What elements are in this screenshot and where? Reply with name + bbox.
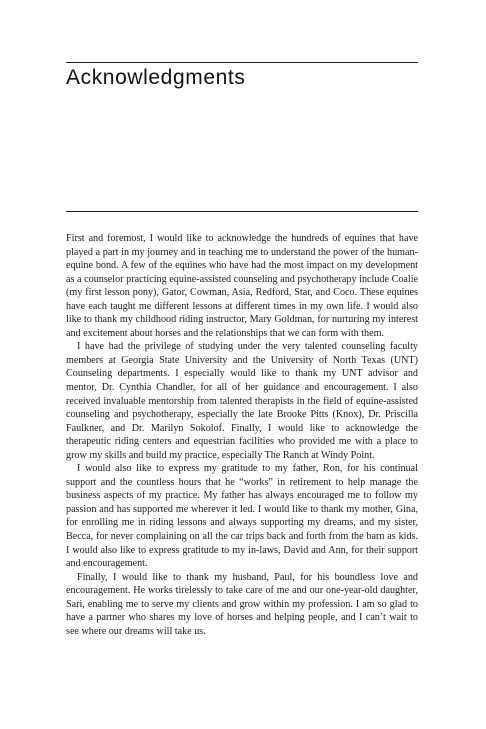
paragraph-3: I would also like to express my gratitude to my father, Ron, for his continual support and the countless hours that he “works” in retirement to help manage the business aspects of my practice. My father has always encouraged me to follow my passion and has supported me wherever it led. I would like to thank my mother, Gina, for enrolling me in riding lessons and always supporting my dreams, and my sister, Becca, for never complaining on all the car trips back and forth from the barn as kids. I would also like to express gratitude to my in-laws, David and Ann, for their support and encouragement. xyxy=(66,463,418,570)
section-rule xyxy=(66,211,418,212)
paragraph-2: I have had the privilege of studying under the very talented counseling faculty members at Georgia State University and the University of North Texas (UNT) Counseling departments. I especially would like to thank my UNT advisor and mentor, Dr. Cynthia Chandler, for all of her guidance and encouragement. I also received invaluable mentorship from talented therapists in the field of equine-assisted counseling and psychotherapy, especially the late Brooke Pitts (Knox), Dr. Priscilla Faulkner, and Dr. Marilyn Sokolof. Finally, I would like to acknowledge the therapeutic riding centers and equestrian facilities who provided me with a place to grow my skills and build my practice, especially The Ranch at Windy Point. xyxy=(66,341,418,461)
paragraph-4: Finally, I would like to thank my husband, Paul, for his boundless love and encouragement. He works tirelessly to take care of me and our one-year-old daughter, Sari, enabling me to serve my clients and grow within my profession. I am so glad to have a partner who shares my love of horses and helping people, and I can’t wait to see where our dreams will take us. xyxy=(66,571,418,637)
paragraph-1: First and foremost, I would like to acknowledge the hundreds of equines that have played a part in my journey and in teaching me to understand the power of the human-equine bond. A few of the equines who have had the most impact on my development as a counselor practicing equine-assisted counseling and psychotherapy include Coalie (my first lesson pony), Gator, Cowman, Asia, Redford, Star, and Coco. These equines have each taught me different lessons at different times in my own life. I would also like to thank my childhood riding instructor, Mary Goldman, for nurturing my interest and excitement about horses and the relationships that we can form with them. xyxy=(66,233,418,339)
top-rule xyxy=(66,62,418,63)
body-text xyxy=(66,232,418,638)
chapter-title: Acknowledgments xyxy=(66,66,246,89)
